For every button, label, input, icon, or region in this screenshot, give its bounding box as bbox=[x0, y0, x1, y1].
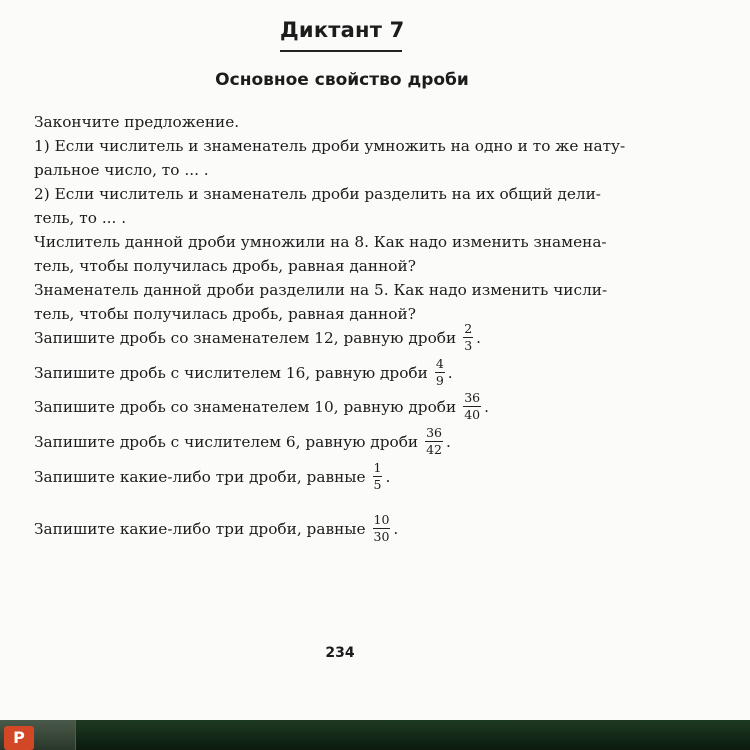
fraction bbox=[463, 391, 481, 422]
task-item bbox=[34, 513, 398, 544]
fraction-denominator: 42 bbox=[426, 442, 443, 457]
task-text: Запишите какие-либо три дроби, равные bbox=[34, 467, 366, 486]
fraction-denominator: 9 bbox=[435, 373, 444, 388]
task-text: Запишите дробь со знаменателем 10, равную дроби bbox=[34, 397, 457, 416]
task-item bbox=[34, 322, 481, 353]
fraction-numerator: 2 bbox=[464, 321, 473, 336]
text-line: тель, то ... . bbox=[34, 209, 127, 227]
fraction-numerator: 1 bbox=[373, 460, 382, 475]
text-line: тель, чтобы получилась дробь, равная данной? bbox=[34, 257, 416, 275]
task-text: Запишите дробь со знаменателем 12, равную дроби bbox=[34, 328, 457, 347]
text-line: 2) Если числитель и знаменатель дроби разделить на их общий дели- bbox=[34, 185, 601, 203]
page-number: 234 bbox=[325, 645, 355, 661]
text-line: Знаменатель данной дроби разделили на 5. Как надо изменить числи- bbox=[34, 281, 608, 299]
fraction bbox=[463, 322, 473, 353]
fraction-numerator: 10 bbox=[373, 512, 390, 527]
task-item bbox=[34, 357, 453, 388]
task-text: Запишите какие-либо три дроби, равные bbox=[34, 519, 366, 538]
title-underline bbox=[280, 50, 402, 52]
period: . bbox=[446, 432, 451, 451]
task-text: Запишите дробь с числителем 16, равную дроби bbox=[34, 363, 428, 382]
page-subtitle: Основное свойство дроби bbox=[215, 70, 469, 90]
fraction bbox=[373, 513, 391, 544]
fraction-numerator: 36 bbox=[426, 425, 443, 440]
text-line: Числитель данной дроби умножили на 8. Как надо изменить знамена- bbox=[34, 233, 607, 251]
task-text: Запишите дробь с числителем 6, равную дроби bbox=[34, 432, 419, 451]
fraction-denominator: 5 bbox=[373, 477, 382, 492]
taskbar bbox=[0, 720, 750, 750]
page-title: Диктант 7 bbox=[280, 18, 405, 42]
fraction bbox=[435, 357, 445, 388]
period: . bbox=[385, 467, 391, 486]
fraction bbox=[373, 461, 383, 492]
text-line: Закончите предложение. bbox=[34, 113, 240, 131]
task-item bbox=[34, 461, 390, 492]
fraction bbox=[425, 426, 443, 457]
period: . bbox=[393, 519, 399, 538]
text-block bbox=[34, 110, 714, 326]
fraction-denominator: 30 bbox=[373, 529, 390, 544]
period: . bbox=[447, 363, 453, 382]
task-item bbox=[34, 391, 489, 422]
period: . bbox=[476, 328, 482, 347]
fraction-numerator: 4 bbox=[435, 356, 444, 371]
text-line: 1) Если числитель и знаменатель дроби умножить на одно и то же нату- bbox=[34, 137, 626, 155]
fraction-denominator: 40 bbox=[464, 407, 481, 422]
task-item bbox=[34, 426, 451, 457]
fraction-numerator: 36 bbox=[464, 390, 481, 405]
text-line: ральное число, то ... . bbox=[34, 161, 209, 179]
fraction-denominator: 3 bbox=[464, 338, 473, 353]
period: . bbox=[484, 397, 489, 416]
powerpoint-icon[interactable]: P bbox=[4, 726, 34, 750]
text-line: тель, чтобы получилась дробь, равная данной? bbox=[34, 305, 416, 323]
